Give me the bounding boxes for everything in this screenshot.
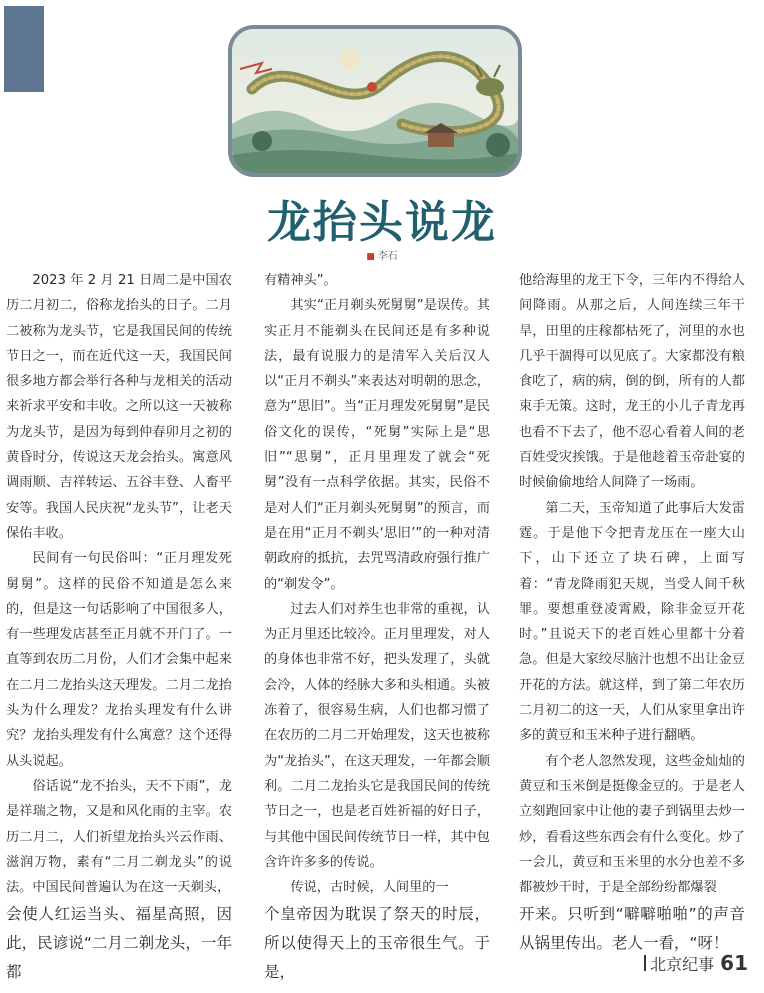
footer-divider <box>644 955 646 971</box>
paragraph-continuation: 个皇帝因为耽误了祭天的时辰，所以使得天上的玉帝很生气。于是， <box>264 905 490 982</box>
author-mark: ■ <box>366 252 375 262</box>
magazine-name: 北京纪事 <box>650 954 715 974</box>
paragraph-continuation: 开来。只听到“噼噼啪啪”的声音从锅里传出。老人一看，“呀！ <box>519 905 745 953</box>
author-byline <box>0 247 764 262</box>
article-column-3 <box>519 268 745 958</box>
paragraph: 有个老人忽然发现，这些金灿灿的黄豆和玉米倒是挺像金豆的。于是老人立刻跑回家中让他的妻子到锅里去炒一炒，看看这些东西会有什么变化。炒了一会儿，黄豆和玉米里的水分也差不多都被炒干时，于是全部纷纷都爆裂 <box>519 753 745 896</box>
paragraph-continuation: 他给海里的龙王下令，三年内不得给人间降雨。从那之后，人间连续三年干旱，田里的庄稼都枯死了，河里的水也几乎干涸得可以见底了。大家都没有粮食吃了，病的病，倒的倒，所有的人都束手无策。这时，龙王的小儿子青龙再也看不下去了，他不忍心看着人间的老百姓受灾挨饿。于是他趁着玉帝赴宴的时候偷偷地给人间降了一场雨。 <box>519 273 745 491</box>
dragon-illustration <box>228 25 522 177</box>
article-title: 龙抬头说龙 <box>267 197 497 248</box>
paragraph: 其实“正月剃头死舅舅”是误传。其实正月不能剃头在民间还是有多种说法，最有说服力的是清军入关后汉人以“正月不剃头”来表达对明朝的思念，意为“思旧”。当“正月理发死舅舅”是民俗文化的误传，“死舅”实际上是“思旧”“思舅”，正月里理发了就会“死舅”没有一点科学依据。其实，民俗不是对人们“正月剃头死舅舅”的预言，而是在用“正月不剃头‘思旧’”的一种对清朝政府的抵抗，去咒骂清政府强行推广的“剃发令”。 <box>264 298 490 592</box>
paragraph: 俗话说“龙不抬头，天不下雨”，龙是祥瑞之物，又是和风化雨的主宰。农历二月二，人们祈望龙抬头兴云作雨、滋润万物，素有“二月二剃龙头”的说法。中国民间普遍认为在这一天剃头， <box>6 778 232 896</box>
paragraph: 传说，古时候，人间里的一 <box>290 880 449 896</box>
dragon-scene-image <box>232 29 518 173</box>
decorative-corner-block <box>4 6 44 92</box>
author-name: 李石 <box>377 251 398 262</box>
paragraph: 过去人们对养生也非常的重视，认为正月里还比较冷。正月里理发，对人的身体也非常不好，把头发理了，头就会冷，人体的经脉大多和头相通。头被冻着了，很容易生病，人们也都习惯了在农历的二月二开始理发，这天也被称为“龙抬头”，在这天理发，一年都会顺利。二月二龙抬头它是我国民间的传统节日之一，也是老百姓祈福的好日子，与其他中国民间传统节日一样，其中包含许许多多的传说。 <box>264 601 490 870</box>
paragraph: 2023 年 2 月 21 日周二是中国农历二月初二，俗称龙抬头的日子。二月二被称为龙头节，它是我国民间的传统节日之一，而在近代这一天，我国民间很多地方都会举行各种与龙相关的活动来祈求平安和丰收。之所以这一天被称为龙头节，是因为每到仲春卯月之初的黄昏时分，传说这天龙会抬头。寓意风调雨顺、吉祥转运、五谷丰登、人畜平安等。我国人民庆祝“龙头节”，让老天保佑丰收。 <box>6 273 232 541</box>
paragraph: 第二天，玉帝知道了此事后大发雷霆。于是他下令把青龙压在一座大山下，山下还立了块石碑，上面写着：“青龙降雨犯天规，当受人间千秋罪。要想重登凌霄殿，除非金豆开花时。”且说天下的老百姓心里都十分着急。但是大家绞尽脑汁也想不出让金豆开花的方法。就这样，到了第二年农历二月初二的这一天，人们从家里拿出许多的黄豆和玉米种子进行翻晒。 <box>519 500 745 744</box>
paragraph-continuation: 有精神头”。 <box>264 273 337 288</box>
paragraph: 民间有一句民俗叫：“正月理发死舅舅”。这样的民俗不知道是怎么来的，但是这一句话影响了中国很多人，有一些理发店甚至正月就不开门了。一直等到农历二月份，人们才会集中起来在二月二龙抬头这天理发。二月二龙抬头为什么理发？龙抬头理发有什么讲究？龙抬头理发有什么寓意？这个还得从头说起。 <box>6 551 232 769</box>
page-number: 61 <box>720 951 748 975</box>
article-column-2 <box>264 268 490 987</box>
article-column-1 <box>6 268 232 987</box>
page-footer <box>644 951 748 975</box>
paragraph-continuation: 会使人红运当头、福星高照，因此，民谚说“二月二剃龙头，一年都 <box>6 905 232 982</box>
